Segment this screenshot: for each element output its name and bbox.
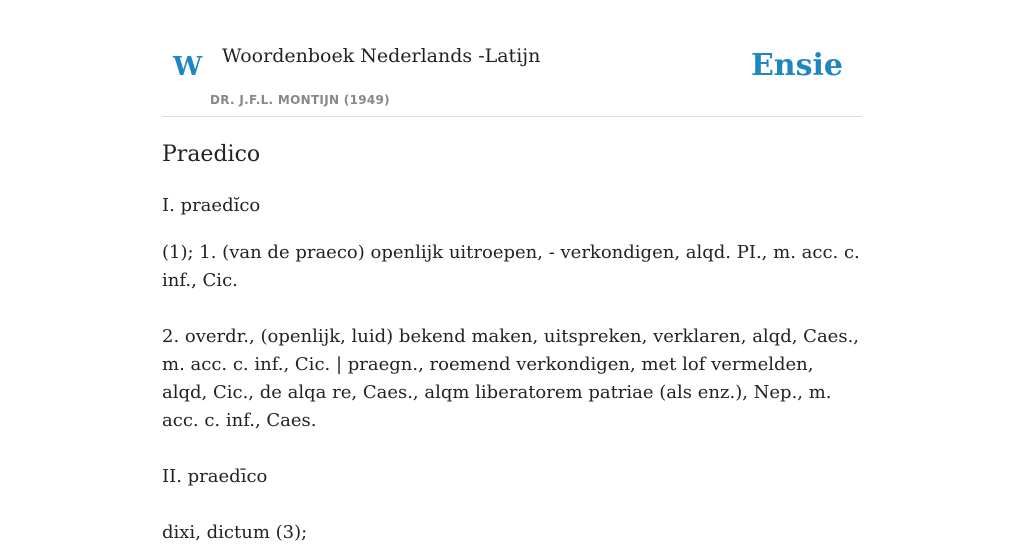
definition-paragraph: dixi, dictum (3); xyxy=(162,522,308,543)
dictionary-logo[interactable]: W xyxy=(173,52,203,82)
definition-paragraph: (1); 1. (van de praeco) openlijk uitroepen, - verkondigen, alqd. PI., m. acc. c. inf., Cic. xyxy=(162,242,860,291)
section-heading: I. praedĭco xyxy=(162,195,261,216)
entry-content xyxy=(162,140,862,547)
dictionary-title[interactable]: Woordenboek Nederlands -Latijn xyxy=(222,45,541,67)
entry-title: Praedico xyxy=(162,142,261,167)
section-heading: II. praedīco xyxy=(162,466,268,487)
dictionary-author: DR. J.F.L. MONTIJN (1949) xyxy=(210,93,390,107)
ensie-logo[interactable]: Ensie xyxy=(750,48,843,83)
dictionary-header xyxy=(162,0,862,117)
definition-paragraph: 2. overdr., (openlijk, luid) bekend maken, uitspreken, verklaren, alqd, Caes., m. acc. c. inf., Cic. | praegn., roemend verkondigen, met lof vermelden, alqd, Cic., de alqa re, Caes., alqm liberatorem patriae (als enz.), Nep., m. acc. c. inf., Caes. xyxy=(162,326,860,431)
